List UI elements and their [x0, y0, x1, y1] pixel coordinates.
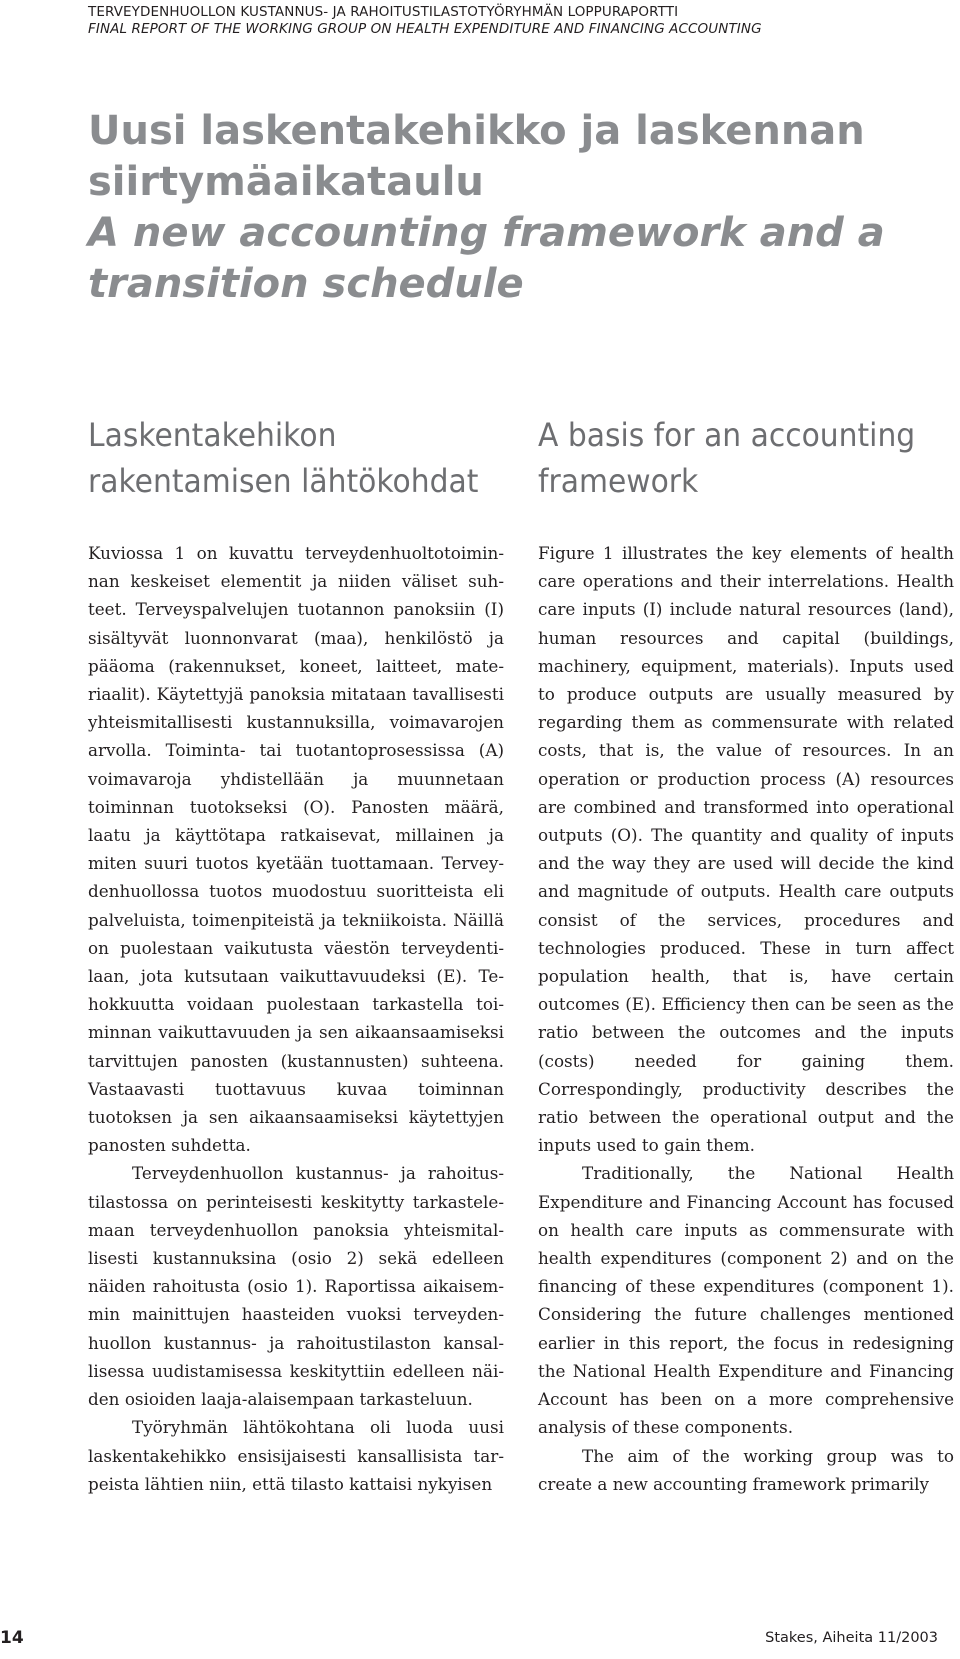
section-heading-fi [88, 412, 478, 504]
running-header [88, 4, 938, 38]
chapter-title-en-line2: transition schedule [88, 261, 524, 307]
section-heading-fi-line2: rakentamisen lähtökohdat [88, 462, 479, 500]
chapter-title-fi-line2: siirtymäaikataulu [88, 159, 484, 205]
running-header-fi: TERVEYDENHUOLLON KUSTANNUS- JA RAHOITUSTILASTOTYÖRYHMÄN LOPPURAPORTTI [88, 4, 679, 20]
paragraph-en-2: Traditionally, the National Health Expenditure and Financing Account has focused on health care inputs as commensurate with health expenditures (component 2) and on the financing of these expenditures (component 1). Considering the future challenges mentioned earlier in this report, the focus in redesigning the National Health Expenditure and Financing Account has been on a more comprehensive analysis of these components. [538, 1163, 954, 1438]
paragraph-fi-3: Työryhmän lähtökohtana oli luoda uusi laskentakehikko ensisijaisesti kansallisista tarpeista lähtien niin, että tilasto kattaisi nykyisen [88, 1417, 504, 1494]
paragraph-fi-2: Terveydenhuollon kustannus- ja rahoitustilastossa on perinteisesti keskitytty tarkastelemaan terveydenhuollon panoksia yhteismitallisesti kustannuksina (osio 2) sekä edelleen näiden rahoitusta (osio 1). Raportissa aikaisemmin mainittujen haasteiden vuoksi terveydenhuollon kustannus- ja rahoitustilaston kansallisessa uudistamisessa keskityttiin edelleen näiden osioiden laaja-alaisempaan tarkasteluun. [88, 1163, 504, 1410]
section-heading-en-line2: framework [538, 462, 699, 500]
paragraph-fi-1: Kuviossa 1 on kuvattu terveydenhuoltotoiminnan keskeiset elementit ja niiden väliset suhteet. Terveyspalvelujen tuotannon panoksiin (I) sisältyvät luonnonvarat (maa), henkilöstö ja pääoma (rakennukset, koneet, laitteet, materiaalit). Käytettyjä panoksia mitataan tavallisesti yhteismitallisesti kustannuksilla, voimavarojen arvolla. Toiminta- tai tuotantoprosessissa (A) voimavaroja yhdistellään ja muunnetaan toiminnan tuotokseksi (O). Panosten määrä, laatu ja käyttötapa ratkaisevat, millainen ja miten suuri tuotos kyetään tuottamaan. Terveydenhuollossa tuotos muodostuu suoritteista eli palveluista, toimenpiteistä ja tekniikoista. Näillä on puolestaan vaikutusta väestön terveydentilaan, jota kutsutaan vaikuttavuudeksi (E). Tehokkuutta voidaan puolestaan tarkastella toiminnan vaikuttavuuden ja sen aikaansaamiseksi tarvittujen panosten (kustannusten) suhteena. Vastaavasti tuottavuus kuvaa toiminnan tuotoksen ja sen aikaansaamiseksi käytettyjen panosten suhdetta. [88, 543, 504, 1156]
body-column-fi [88, 539, 504, 1498]
paragraph-en-1: Figure 1 illustrates the key elements of health care operations and their interrelations. Health care inputs (I) include natural resources (land), human resources and capital (buildings, machinery, equipment, materials). Inputs used to produce outputs are usually measured by regarding them as commensurate with related costs, that is, the value of resources. In an operation or production process (A) resources are combined and transformed into operational outputs (O). The quantity and quality of inputs and the way they are used will decide the kind and magnitude of outputs. Health care outputs consist of the services, procedures and technologies produced. These in turn affect population health, that is, have certain outcomes (E). Efficiency then can be seen as the ratio between the outcomes and the inputs (costs) needed for gaining them. Correspondingly, productivity describes the ratio between the operational output and the inputs used to gain them. [538, 543, 954, 1156]
section-heading-en-line1: A basis for an accounting [538, 416, 916, 454]
body-column-en [538, 539, 954, 1498]
section-heading-en [538, 412, 915, 504]
section-heading-fi-line1: Laskentakehikon [88, 416, 337, 454]
footer-source: Stakes, Aiheita 11/2003 [765, 1630, 938, 1646]
paragraph-en-3: The aim of the working group was to create a new accounting framework primarily [538, 1445, 954, 1494]
chapter-title-fi-line1: Uusi laskentakehikko ja laskennan [88, 108, 865, 154]
running-header-en: FINAL REPORT OF THE WORKING GROUP ON HEALTH EXPENDITURE AND FINANCING ACCOUNTING [88, 21, 762, 37]
chapter-title-en-line1: A new accounting framework and a [88, 210, 885, 256]
chapter-title [88, 106, 948, 310]
page-number: 14 [0, 1628, 24, 1648]
